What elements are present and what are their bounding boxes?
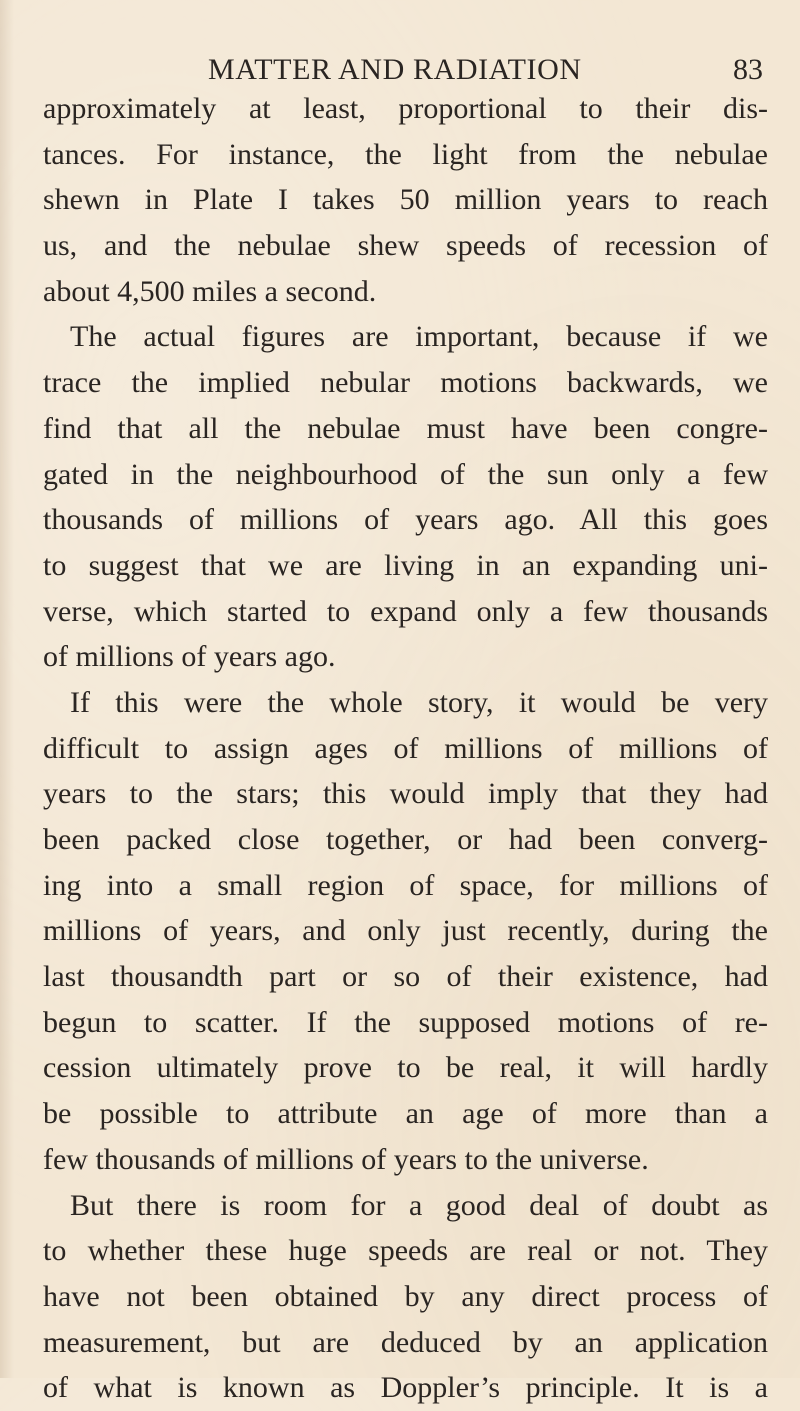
text-line: thousands of millions of years ago. All this goes: [43, 503, 768, 537]
text-line: cession ultimately prove to be real, it will hardly: [43, 1051, 768, 1085]
text-line: trace the implied nebular motions backwards, we: [43, 366, 768, 400]
page-gutter-shadow: [0, 0, 14, 1378]
text-line: to whether these huge speeds are real or not. They: [43, 1234, 768, 1268]
body-text: [43, 86, 768, 1411]
text-line: of millions of years ago.: [43, 640, 336, 674]
text-line: approximately at least, proportional to their dis-: [43, 92, 768, 125]
text-line: But there is room for a good deal of doubt as: [70, 1188, 768, 1222]
page-number: 83: [733, 53, 763, 86]
text-line: be possible to attribute an age of more than a: [43, 1097, 768, 1131]
text-line: find that all the nebulae must have been congre-: [43, 411, 768, 445]
text-line: about 4,500 miles a second.: [43, 274, 377, 308]
text-line: us, and the nebulae shew speeds of recession of: [43, 229, 768, 263]
text-line: shewn in Plate I takes 50 million years to reach: [43, 183, 768, 217]
text-line: millions of years, and only just recently, during the: [43, 914, 768, 948]
text-line: last thousandth part or so of their existence, had: [43, 960, 768, 994]
text-line: years to the stars; this would imply that they had: [43, 777, 768, 811]
text-line: begun to scatter. If the supposed motions of re-: [43, 1005, 768, 1039]
text-line: difficult to assign ages of millions of millions of: [43, 731, 768, 765]
text-line: few thousands of millions of years to the universe.: [43, 1142, 649, 1176]
text-line: been packed close together, or had been converg-: [43, 823, 768, 856]
text-line: tances. For instance, the light from the nebulae: [43, 137, 768, 171]
running-head: MATTER AND RADIATION: [208, 53, 582, 86]
text-line: of what is known as Doppler’s principle. It is a: [43, 1371, 768, 1405]
text-line: gated in the neighbourhood of the sun only a few: [43, 457, 768, 491]
text-line: ing into a small region of space, for millions of: [43, 868, 768, 902]
text-line: If this were the whole story, it would be very: [70, 685, 768, 719]
text-line: to suggest that we are living in an expanding uni-: [43, 548, 768, 582]
text-line: measurement, but are deduced by an application: [43, 1325, 768, 1359]
page-header: [0, 50, 800, 90]
text-line: verse, which started to expand only a few thousands: [43, 594, 768, 628]
text-line: The actual figures are important, because if we: [70, 320, 768, 354]
text-line: have not been obtained by any direct process of: [43, 1279, 768, 1313]
